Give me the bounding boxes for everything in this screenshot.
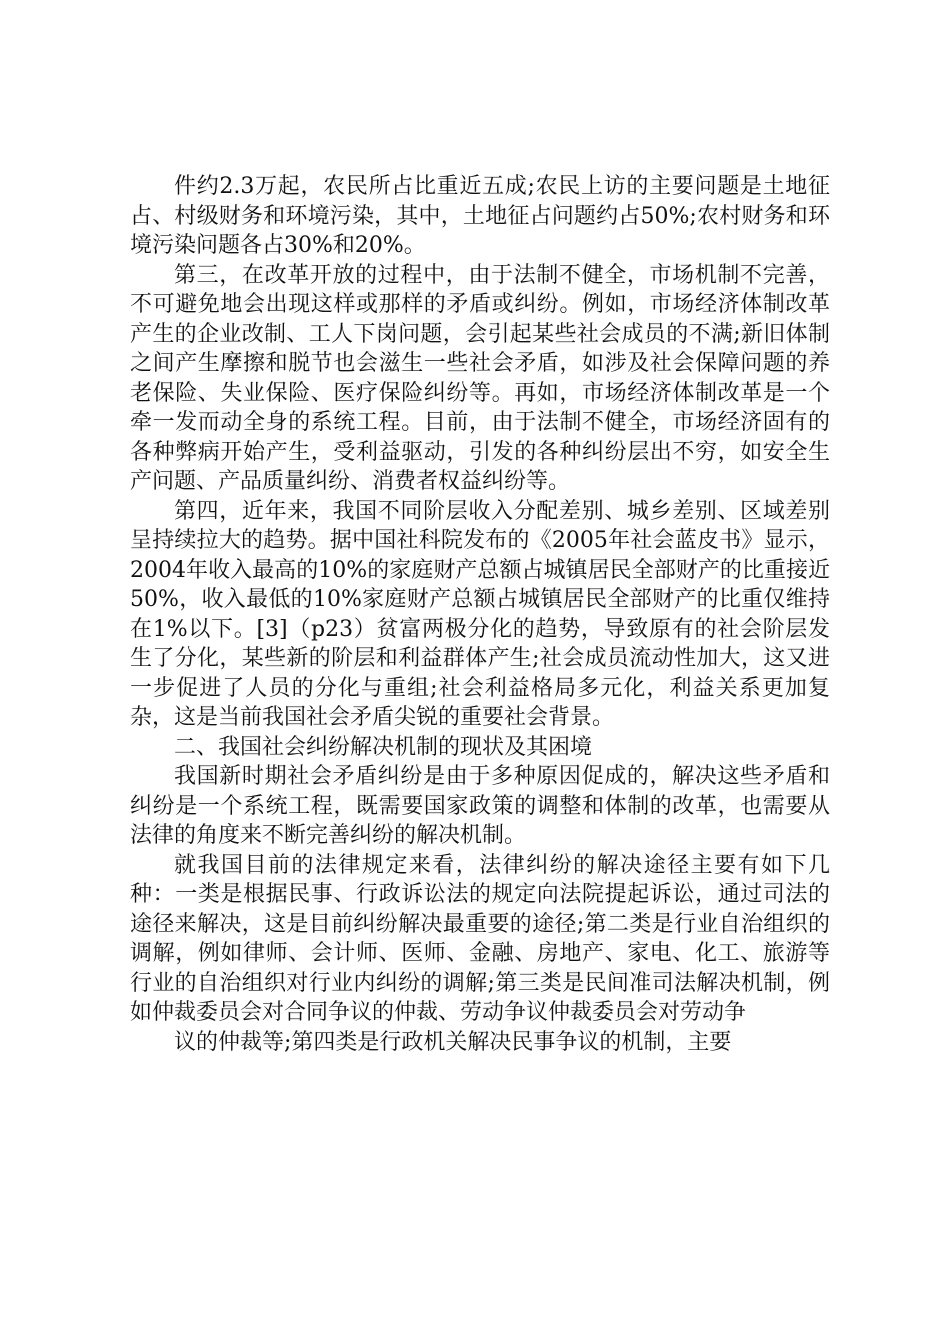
- paragraph-continuation: 议的仲裁等;第四类是行政机关解决民事争议的机制，主要: [174, 1029, 732, 1055]
- paragraph-resolution-channels: 就我国目前的法律规定来看，法律纠纷的解决途径主要有如下几种：一类是根据民事、行政诉讼法的规定向法院提起诉讼，通过司法的途径来解决，这是目前纠纷解决最重要的途径;第二类是行业自治组织的调解，例如律师、会计师、医师、金融、房地产、家电、化工、旅游等行业的自治组织对行业内纠纷的调解;第三类是民间准司法解决机制，例如仲裁委员会对合同争议的仲裁、劳动争议仲裁委员会对劳动争: [130, 852, 830, 1025]
- paragraph-fourth-reason: 第四，近年来，我国不同阶层收入分配差别、城乡差别、区域差别呈持续拉大的趋势。据中国社科院发布的《2005年社会蓝皮书》显示，2004年收入最高的10%的家庭财产总额占城镇居民全部财产的比重接近50%，收入最低的10%家庭财产总额占城镇居民全部财产的比重仅维持在1%以下。[3]（p23）贫富两极分化的趋势，导致原有的社会阶层发生了分化，某些新的阶层和利益群体产生;社会成员流动性加大，这又进一步促进了人员的分化与重组;社会利益格局多元化，利益关系更加复杂，这是当前我国社会矛盾尖锐的重要社会背景。: [130, 498, 830, 730]
- paragraph-system-engineering: 我国新时期社会矛盾纠纷是由于多种原因促成的，解决这些矛盾和纠纷是一个系统工程，既需要国家政策的调整和体制的改革，也需要从法律的角度来不断完善纠纷的解决机制。: [130, 764, 830, 848]
- paragraph-third-reason: 第三，在改革开放的过程中，由于法制不健全，市场机制不完善，不可避免地会出现这样或那样的矛盾或纠纷。例如，市场经济体制改革产生的企业改制、工人下岗问题，会引起某些社会成员的不满;新旧体制之间产生摩擦和脱节也会滋生一些社会矛盾，如涉及社会保障问题的养老保险、失业保险、医疗保险纠纷等。再如，市场经济体制改革是一个牵一发而动全身的系统工程。目前，由于法制不健全，市场经济固有的各种弊病开始产生，受利益驱动，引发的各种纠纷层出不穷，如安全生产问题、产品质量纠纷、消费者权益纠纷等。: [130, 262, 830, 494]
- section-heading: 二、我国社会纠纷解决机制的现状及其困境: [174, 734, 593, 760]
- paragraph-farmer-petitions: 件约2.3万起，农民所占比重近五成;农民上访的主要问题是土地征占、村级财务和环境污染，其中，土地征占问题约占50%;农村财务和环境污染问题各占30%和20%。: [130, 174, 830, 258]
- document-page: [130, 172, 830, 1057]
